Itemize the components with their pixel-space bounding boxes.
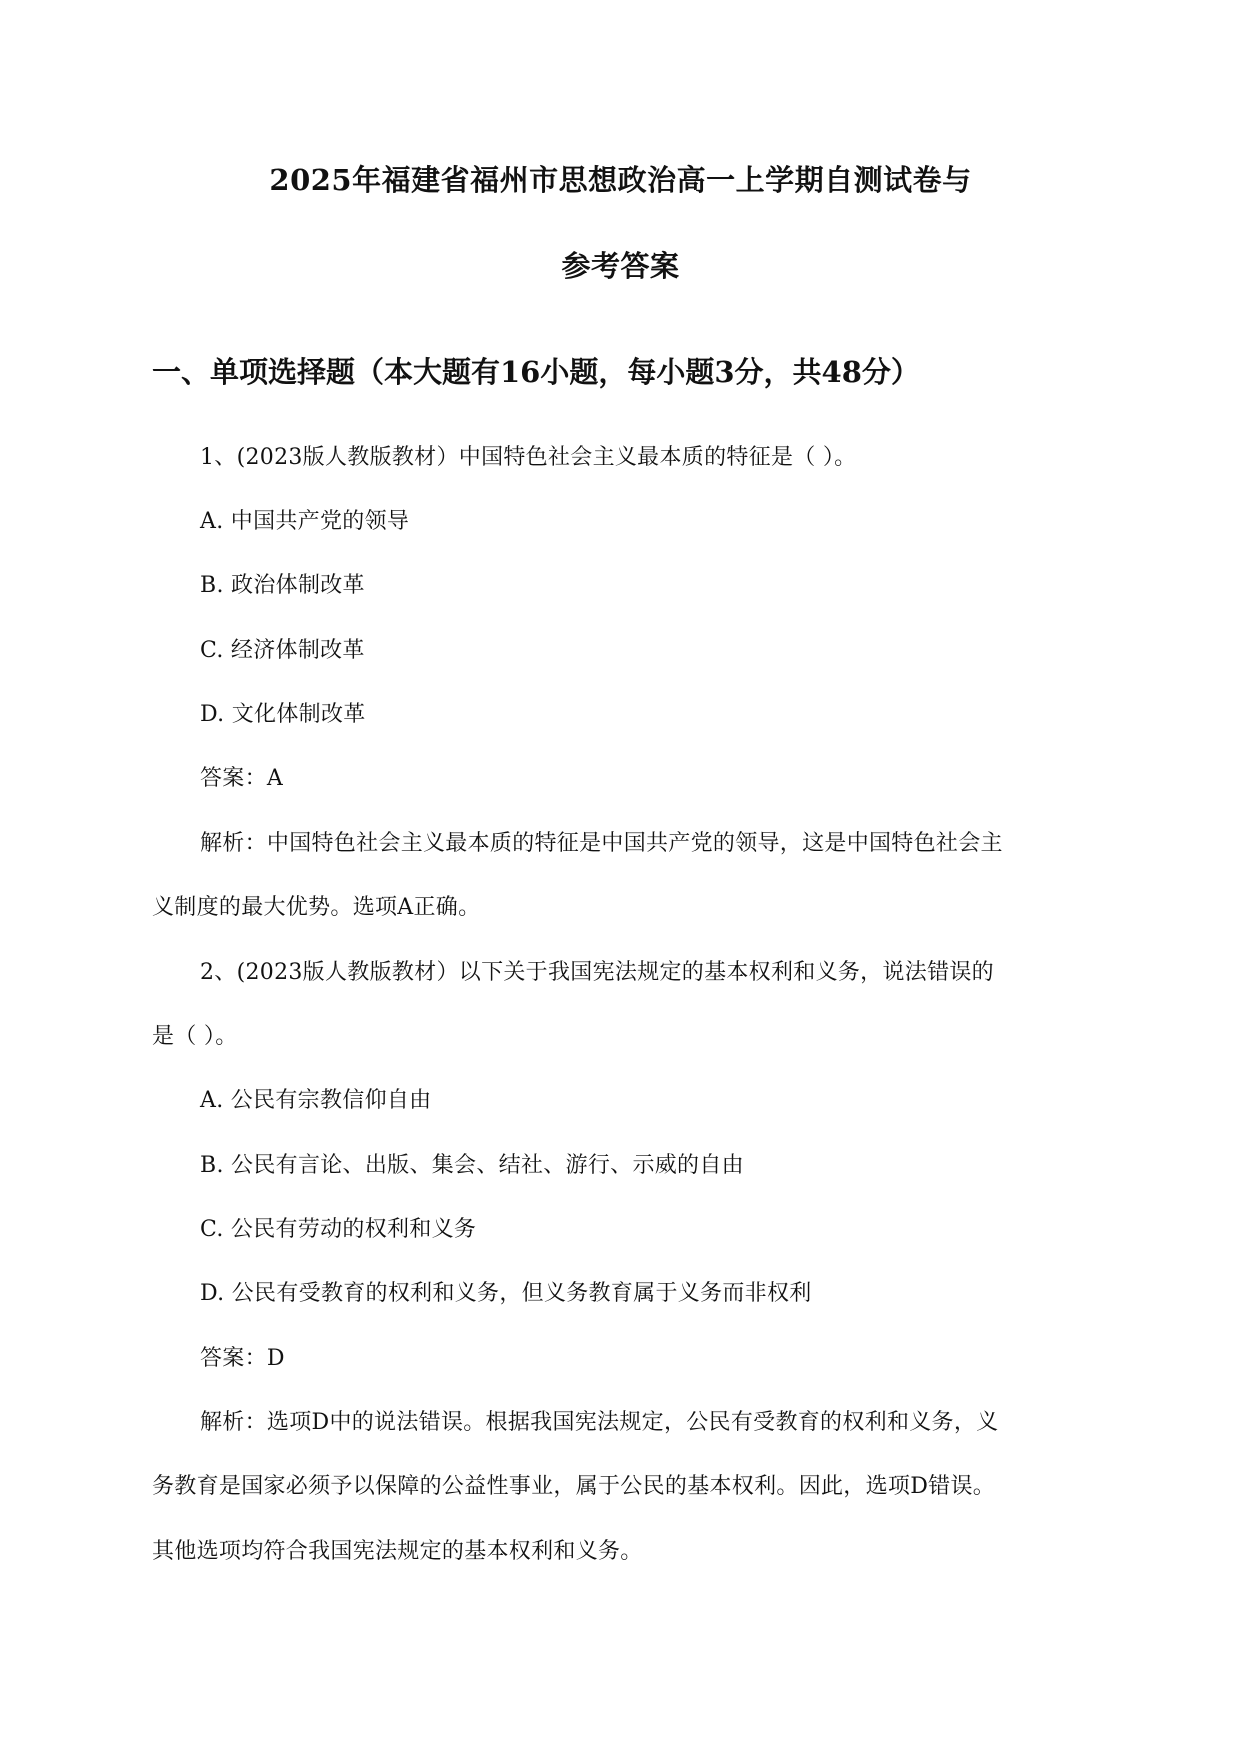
- question-1-answer: 答案：A: [200, 766, 284, 791]
- document-title-line-1: 2025年福建省福州市思想政治高一上学期自测试卷与: [269, 163, 972, 197]
- question-1-analysis-line-1: 解析：中国特色社会主义最本质的特征是中国共产党的领导，这是中国特色社会主: [200, 831, 1003, 856]
- question-1-option-a: A. 中国共产党的领导: [200, 509, 410, 534]
- question-2-analysis-line-2: 务教育是国家必须予以保障的公益性事业，属于公民的基本权利。因此，选项D错误。: [152, 1474, 996, 1499]
- question-2-option-c: C. 公民有劳动的权利和义务: [200, 1217, 477, 1242]
- question-1-analysis-line-2: 义制度的最大优势。选项A正确。: [152, 895, 481, 920]
- question-2-option-a: A. 公民有宗教信仰自由: [200, 1088, 432, 1113]
- question-2-answer: 答案：D: [200, 1346, 285, 1371]
- question-1-option-b: B. 政治体制改革: [200, 573, 365, 598]
- question-1-option-d: D. 文化体制改革: [200, 702, 366, 727]
- section-heading: 一、单项选择题（本大题有16小题，每小题3分，共48分）: [152, 355, 920, 389]
- question-2-analysis-line-1: 解析：选项D中的说法错误。根据我国宪法规定，公民有受教育的权利和义务，义: [200, 1410, 999, 1435]
- document-title-line-2: 参考答案: [561, 249, 680, 283]
- question-2-option-d: D. 公民有受教育的权利和义务，但义务教育属于义务而非权利: [200, 1281, 812, 1306]
- question-2-stem-line-1: 2、(2023版人教版教材）以下关于我国宪法规定的基本权利和义务，说法错误的: [200, 960, 994, 985]
- question-1-option-c: C. 经济体制改革: [200, 638, 365, 663]
- question-2-option-b: B. 公民有言论、出版、集会、结社、游行、示威的自由: [200, 1153, 744, 1178]
- question-1-stem: 1、(2023版人教版教材）中国特色社会主义最本质的特征是（ ）。: [200, 445, 857, 470]
- question-2-analysis-line-3: 其他选项均符合我国宪法规定的基本权利和义务。: [152, 1539, 643, 1564]
- question-2-stem-line-2: 是（ ）。: [152, 1024, 238, 1049]
